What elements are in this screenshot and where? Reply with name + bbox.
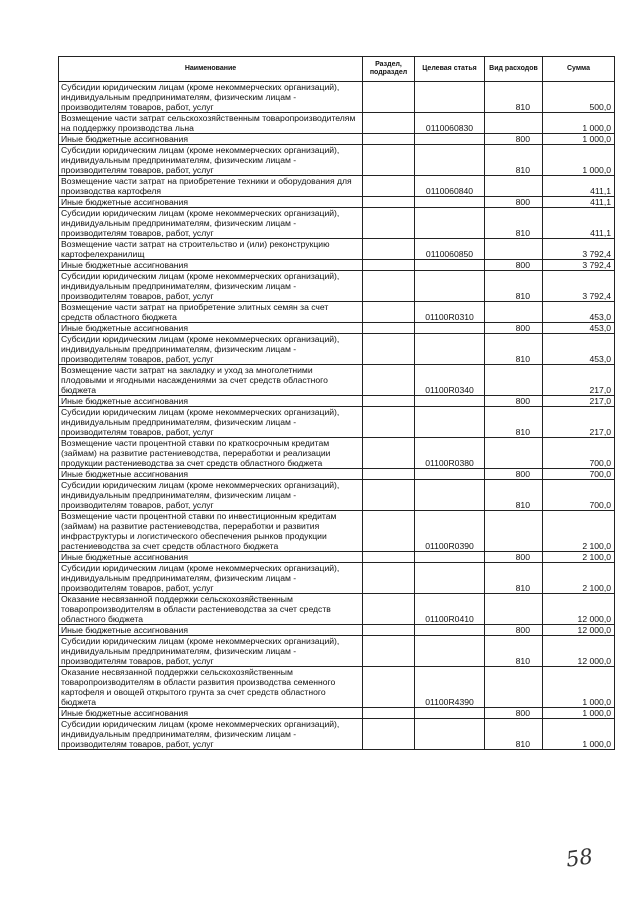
row-type-cell: 800 bbox=[485, 552, 543, 563]
row-target-cell bbox=[415, 563, 485, 594]
row-section-cell bbox=[363, 667, 415, 708]
row-target-cell: 0110060830 bbox=[415, 113, 485, 134]
row-name-cell: Возмещение части затрат сельскохозяйственным товаропроизводителям на поддержку производства льна bbox=[59, 113, 363, 134]
row-target-cell bbox=[415, 197, 485, 208]
row-target-cell bbox=[415, 271, 485, 302]
row-type-cell: 810 bbox=[485, 271, 543, 302]
row-target-cell bbox=[415, 260, 485, 271]
row-type-cell bbox=[485, 113, 543, 134]
table-row bbox=[59, 480, 615, 511]
table-row bbox=[59, 469, 615, 480]
row-type-cell: 810 bbox=[485, 407, 543, 438]
row-section-cell bbox=[363, 708, 415, 719]
row-sum-cell: 1 000,0 bbox=[543, 145, 615, 176]
row-type-cell: 810 bbox=[485, 480, 543, 511]
row-type-cell: 810 bbox=[485, 563, 543, 594]
row-section-cell bbox=[363, 469, 415, 480]
row-sum-cell: 700,0 bbox=[543, 438, 615, 469]
row-name-cell: Иные бюджетные ассигнования bbox=[59, 323, 363, 334]
table-row bbox=[59, 134, 615, 145]
table-row bbox=[59, 302, 615, 323]
row-sum-cell: 453,0 bbox=[543, 334, 615, 365]
table-row bbox=[59, 708, 615, 719]
row-name-cell: Субсидии юридическим лицам (кроме некоммерческих организаций), индивидуальным предпринимателям, физическим лицам - производителям товаров, работ, услуг bbox=[59, 208, 363, 239]
row-type-cell bbox=[485, 667, 543, 708]
table-row bbox=[59, 438, 615, 469]
table-row bbox=[59, 113, 615, 134]
row-name-cell: Возмещение части затрат на строительство и (или) реконструкцию картофелехранилищ bbox=[59, 239, 363, 260]
row-name-cell: Субсидии юридическим лицам (кроме некоммерческих организаций), индивидуальным предпринимателям, физическим лицам - производителям товаров, работ, услуг bbox=[59, 480, 363, 511]
table-row bbox=[59, 334, 615, 365]
row-section-cell bbox=[363, 480, 415, 511]
row-sum-cell: 1 000,0 bbox=[543, 667, 615, 708]
row-sum-cell: 500,0 bbox=[543, 82, 615, 113]
row-type-cell: 810 bbox=[485, 82, 543, 113]
header-section: Раздел, подраздел bbox=[363, 57, 415, 82]
table-row bbox=[59, 365, 615, 396]
table-row bbox=[59, 145, 615, 176]
row-sum-cell: 411,1 bbox=[543, 176, 615, 197]
row-sum-cell: 3 792,4 bbox=[543, 260, 615, 271]
row-target-cell: 01100R4390 bbox=[415, 667, 485, 708]
row-sum-cell: 1 000,0 bbox=[543, 134, 615, 145]
row-name-cell: Иные бюджетные ассигнования bbox=[59, 552, 363, 563]
row-name-cell: Субсидии юридическим лицам (кроме некоммерческих организаций), индивидуальным предпринимателям, физическим лицам - производителям товаров, работ, услуг bbox=[59, 145, 363, 176]
table-header-row bbox=[59, 57, 615, 82]
row-section-cell bbox=[363, 260, 415, 271]
row-section-cell bbox=[363, 302, 415, 323]
row-target-cell bbox=[415, 334, 485, 365]
row-section-cell bbox=[363, 625, 415, 636]
row-type-cell: 800 bbox=[485, 197, 543, 208]
row-sum-cell: 453,0 bbox=[543, 323, 615, 334]
table-row bbox=[59, 563, 615, 594]
row-section-cell bbox=[363, 563, 415, 594]
row-type-cell bbox=[485, 176, 543, 197]
row-target-cell: 01100R0380 bbox=[415, 438, 485, 469]
row-sum-cell: 12 000,0 bbox=[543, 636, 615, 667]
table-row bbox=[59, 396, 615, 407]
table-row bbox=[59, 552, 615, 563]
row-target-cell: 0110060850 bbox=[415, 239, 485, 260]
row-sum-cell: 217,0 bbox=[543, 396, 615, 407]
table-row bbox=[59, 271, 615, 302]
row-name-cell: Субсидии юридическим лицам (кроме некоммерческих организаций), индивидуальным предпринимателям, физическим лицам - производителям товаров, работ, услуг bbox=[59, 271, 363, 302]
row-section-cell bbox=[363, 134, 415, 145]
row-name-cell: Возмещение части процентной ставки по инвестиционным кредитам (займам) на развитие растениеводства, переработки и развития инфраструктуры и логистического обеспечения рынков продукции растениеводства за счет средств областного бюджета bbox=[59, 511, 363, 552]
row-name-cell: Иные бюджетные ассигнования bbox=[59, 134, 363, 145]
row-sum-cell: 2 100,0 bbox=[543, 511, 615, 552]
row-name-cell: Оказание несвязанной поддержки сельскохозяйственным товаропроизводителям в области растениеводства за счет средств областного бюджета bbox=[59, 594, 363, 625]
header-type: Вид расходов bbox=[485, 57, 543, 82]
row-target-cell bbox=[415, 480, 485, 511]
row-target-cell bbox=[415, 82, 485, 113]
row-section-cell bbox=[363, 407, 415, 438]
page-number: 58 bbox=[564, 844, 595, 872]
row-sum-cell: 411,1 bbox=[543, 197, 615, 208]
row-sum-cell: 453,0 bbox=[543, 302, 615, 323]
row-type-cell: 800 bbox=[485, 260, 543, 271]
row-type-cell: 810 bbox=[485, 334, 543, 365]
row-type-cell: 800 bbox=[485, 708, 543, 719]
row-section-cell bbox=[363, 365, 415, 396]
table-row bbox=[59, 323, 615, 334]
row-section-cell bbox=[363, 208, 415, 239]
row-sum-cell: 3 792,4 bbox=[543, 239, 615, 260]
row-sum-cell: 217,0 bbox=[543, 365, 615, 396]
row-type-cell: 810 bbox=[485, 145, 543, 176]
row-name-cell: Иные бюджетные ассигнования bbox=[59, 396, 363, 407]
header-name: Наименование bbox=[59, 57, 363, 82]
table-row bbox=[59, 239, 615, 260]
row-sum-cell: 1 000,0 bbox=[543, 719, 615, 750]
row-target-cell bbox=[415, 719, 485, 750]
row-type-cell bbox=[485, 438, 543, 469]
table-row bbox=[59, 82, 615, 113]
table-row bbox=[59, 636, 615, 667]
row-target-cell bbox=[415, 552, 485, 563]
row-type-cell: 810 bbox=[485, 719, 543, 750]
row-target-cell bbox=[415, 469, 485, 480]
header-target: Целевая статья bbox=[415, 57, 485, 82]
row-sum-cell: 2 100,0 bbox=[543, 552, 615, 563]
row-name-cell: Возмещение части затрат на приобретение техники и оборудования для производства картофеля bbox=[59, 176, 363, 197]
table-body bbox=[59, 82, 615, 750]
row-sum-cell: 700,0 bbox=[543, 469, 615, 480]
row-type-cell: 810 bbox=[485, 636, 543, 667]
row-type-cell bbox=[485, 594, 543, 625]
row-type-cell: 800 bbox=[485, 323, 543, 334]
row-section-cell bbox=[363, 552, 415, 563]
row-name-cell: Возмещение части затрат на приобретение элитных семян за счет средств областного бюджета bbox=[59, 302, 363, 323]
table-row bbox=[59, 407, 615, 438]
row-section-cell bbox=[363, 82, 415, 113]
row-name-cell: Возмещение части процентной ставки по краткосрочным кредитам (займам) на развитие растениеводства, переработки и реализации продукции растениеводства за счет средств областного бюджета bbox=[59, 438, 363, 469]
row-name-cell: Иные бюджетные ассигнования bbox=[59, 625, 363, 636]
budget-table bbox=[58, 56, 615, 750]
row-name-cell: Субсидии юридическим лицам (кроме некоммерческих организаций), индивидуальным предпринимателям, физическим лицам - производителям товаров, работ, услуг bbox=[59, 82, 363, 113]
row-target-cell: 01100R0310 bbox=[415, 302, 485, 323]
table-row bbox=[59, 197, 615, 208]
row-target-cell bbox=[415, 708, 485, 719]
row-name-cell: Субсидии юридическим лицам (кроме некоммерческих организаций), индивидуальным предпринимателям, физическим лицам - производителям товаров, работ, услуг bbox=[59, 719, 363, 750]
row-type-cell: 800 bbox=[485, 625, 543, 636]
row-type-cell: 800 bbox=[485, 469, 543, 480]
row-type-cell: 800 bbox=[485, 134, 543, 145]
row-sum-cell: 217,0 bbox=[543, 407, 615, 438]
row-target-cell bbox=[415, 145, 485, 176]
table-row bbox=[59, 260, 615, 271]
row-sum-cell: 700,0 bbox=[543, 480, 615, 511]
row-section-cell bbox=[363, 594, 415, 625]
row-target-cell: 0110060840 bbox=[415, 176, 485, 197]
row-name-cell: Иные бюджетные ассигнования bbox=[59, 708, 363, 719]
row-section-cell bbox=[363, 636, 415, 667]
row-section-cell bbox=[363, 719, 415, 750]
row-sum-cell: 1 000,0 bbox=[543, 708, 615, 719]
table-row bbox=[59, 176, 615, 197]
row-name-cell: Иные бюджетные ассигнования bbox=[59, 197, 363, 208]
header-sum: Сумма bbox=[543, 57, 615, 82]
row-target-cell: 01100R0410 bbox=[415, 594, 485, 625]
row-sum-cell: 411,1 bbox=[543, 208, 615, 239]
row-sum-cell: 3 792,4 bbox=[543, 271, 615, 302]
row-section-cell bbox=[363, 176, 415, 197]
row-target-cell: 01100R0390 bbox=[415, 511, 485, 552]
row-sum-cell: 1 000,0 bbox=[543, 113, 615, 134]
row-section-cell bbox=[363, 197, 415, 208]
row-section-cell bbox=[363, 271, 415, 302]
row-sum-cell: 2 100,0 bbox=[543, 563, 615, 594]
row-type-cell bbox=[485, 239, 543, 260]
row-target-cell: 01100R0340 bbox=[415, 365, 485, 396]
row-sum-cell: 12 000,0 bbox=[543, 594, 615, 625]
row-section-cell bbox=[363, 239, 415, 260]
row-target-cell bbox=[415, 208, 485, 239]
row-section-cell bbox=[363, 396, 415, 407]
row-name-cell: Иные бюджетные ассигнования bbox=[59, 260, 363, 271]
table-row bbox=[59, 511, 615, 552]
row-type-cell bbox=[485, 365, 543, 396]
row-type-cell bbox=[485, 511, 543, 552]
row-name-cell: Оказание несвязанной поддержки сельскохозяйственным товаропроизводителям в области развития производства семенного картофеля и овощей открытого грунта за счет средств областного бюджета bbox=[59, 667, 363, 708]
table-row bbox=[59, 625, 615, 636]
row-section-cell bbox=[363, 323, 415, 334]
row-type-cell bbox=[485, 302, 543, 323]
row-name-cell: Субсидии юридическим лицам (кроме некоммерческих организаций), индивидуальным предпринимателям, физическим лицам - производителям товаров, работ, услуг bbox=[59, 407, 363, 438]
row-type-cell: 800 bbox=[485, 396, 543, 407]
row-section-cell bbox=[363, 145, 415, 176]
row-type-cell: 810 bbox=[485, 208, 543, 239]
table-row bbox=[59, 208, 615, 239]
row-name-cell: Иные бюджетные ассигнования bbox=[59, 469, 363, 480]
row-section-cell bbox=[363, 334, 415, 365]
table-row bbox=[59, 719, 615, 750]
row-name-cell: Субсидии юридическим лицам (кроме некоммерческих организаций), индивидуальным предпринимателям, физическим лицам - производителям товаров, работ, услуг bbox=[59, 334, 363, 365]
row-target-cell bbox=[415, 625, 485, 636]
row-name-cell: Субсидии юридическим лицам (кроме некоммерческих организаций), индивидуальным предпринимателям, физическим лицам - производителям товаров, работ, услуг bbox=[59, 563, 363, 594]
row-target-cell bbox=[415, 396, 485, 407]
row-section-cell bbox=[363, 113, 415, 134]
row-section-cell bbox=[363, 511, 415, 552]
row-target-cell bbox=[415, 323, 485, 334]
row-name-cell: Субсидии юридическим лицам (кроме некоммерческих организаций), индивидуальным предпринимателям, физическим лицам - производителям товаров, работ, услуг bbox=[59, 636, 363, 667]
budget-table-sheet bbox=[58, 56, 614, 750]
table-row bbox=[59, 667, 615, 708]
row-target-cell bbox=[415, 636, 485, 667]
row-target-cell bbox=[415, 407, 485, 438]
row-section-cell bbox=[363, 438, 415, 469]
table-row bbox=[59, 594, 615, 625]
row-sum-cell: 12 000,0 bbox=[543, 625, 615, 636]
row-target-cell bbox=[415, 134, 485, 145]
row-name-cell: Возмещение части затрат на закладку и уход за многолетними плодовыми и ягодными насаждениями за счет средств областного бюджета bbox=[59, 365, 363, 396]
